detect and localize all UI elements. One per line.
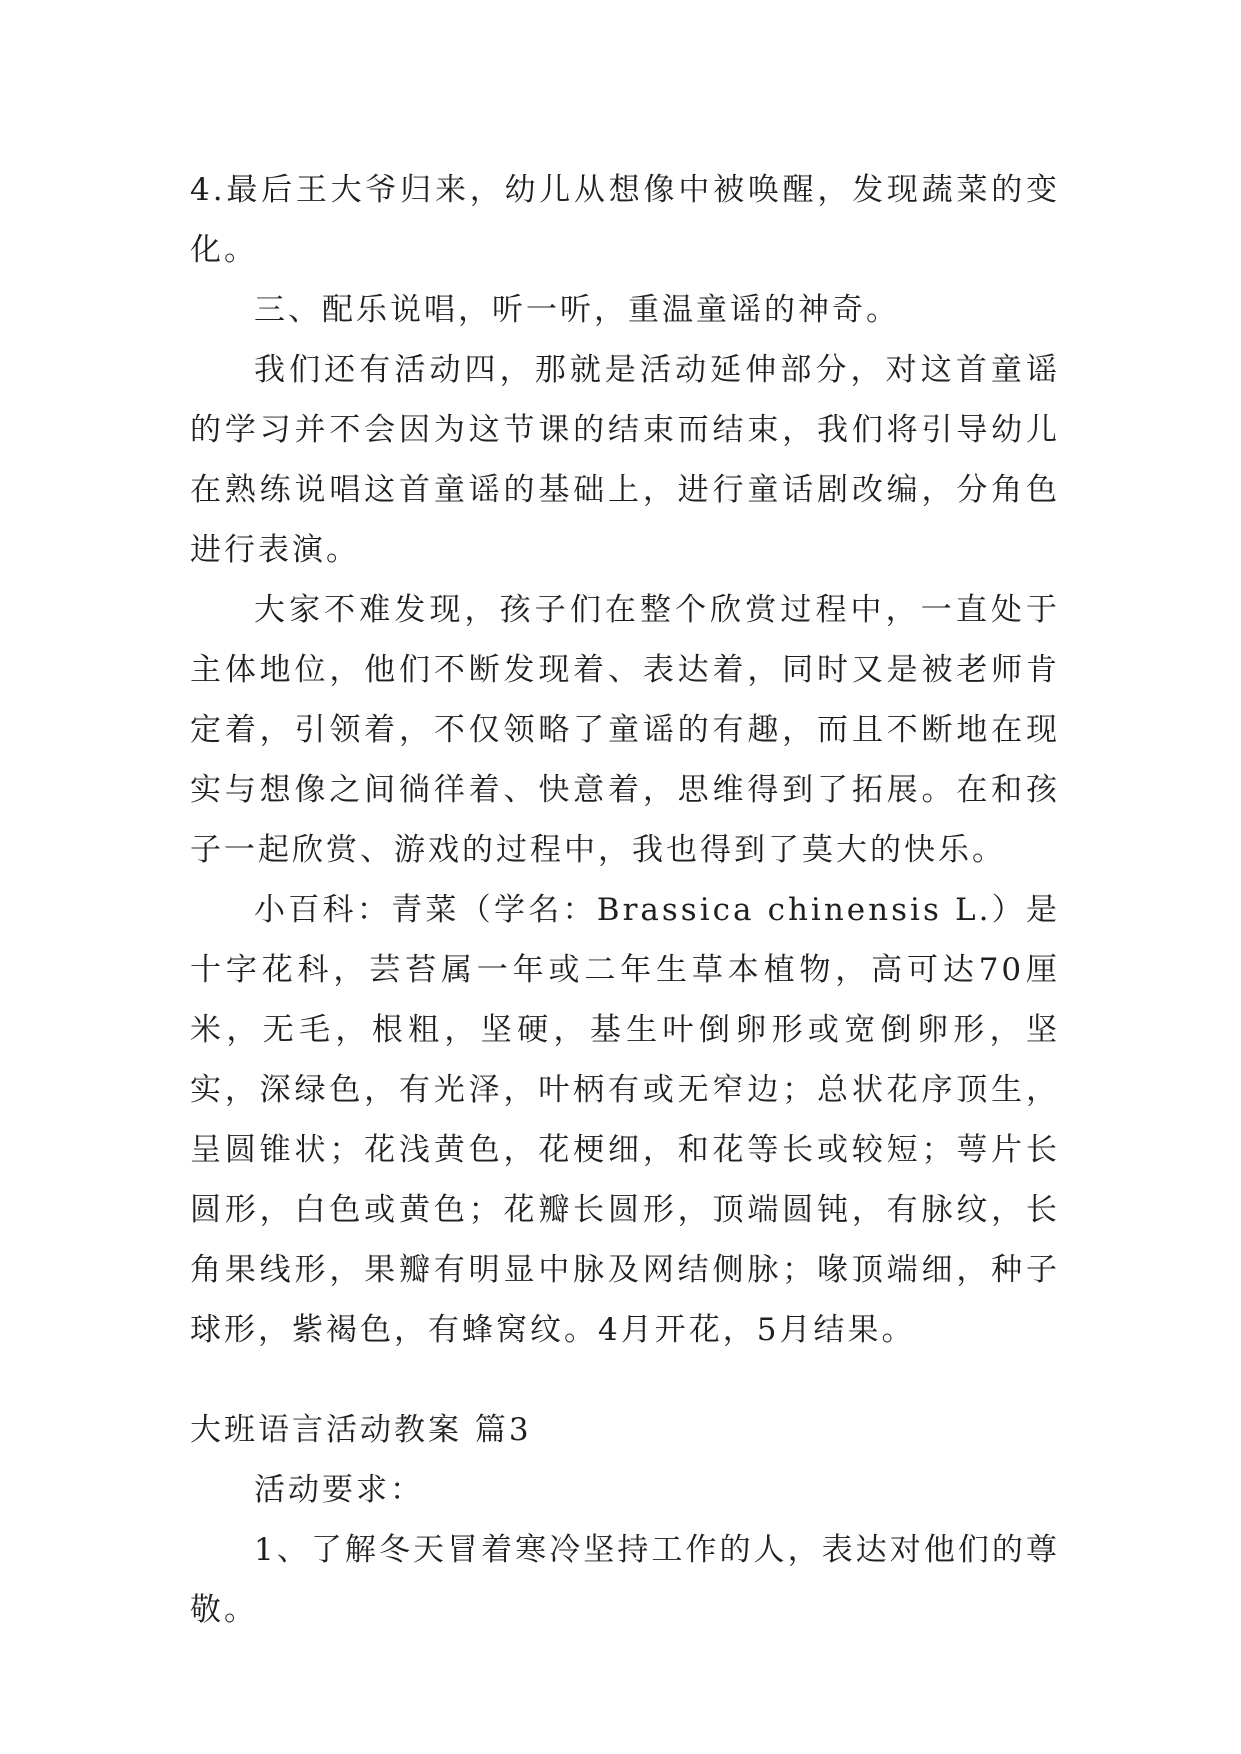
paragraph-requirement-1: 1、了解冬天冒着寒冷坚持工作的人，表达对他们的尊敬。 xyxy=(190,1532,1060,1628)
paragraph-step-4: 4.最后王大爷归来，幼儿从想像中被唤醒，发现蔬菜的变化。 xyxy=(190,172,1060,268)
paragraph-step-three: 三、配乐说唱，听一听，重温童谣的神奇。 xyxy=(254,292,900,328)
paragraph-activity-four: 我们还有活动四，那就是活动延伸部分，对这首童谣的学习并不会因为这节课的结束而结束，我们将引导幼儿在熟练说唱这首童谣的基础上，进行童话剧改编，分角色进行表演。 xyxy=(190,352,1060,568)
paragraph-requirements-label: 活动要求： xyxy=(254,1472,424,1508)
document-body xyxy=(190,160,1060,1640)
paragraph-summary: 大家不难发现，孩子们在整个欣赏过程中，一直处于主体地位，他们不断发现着、表达着，同时又是被老师肯定着，引领着，不仅领略了童谣的有趣，而且不断地在现实与想像之间徜徉着、快意着，思维得到了拓展。在和孩子一起欣赏、游戏的过程中，我也得到了莫大的快乐。 xyxy=(190,592,1060,868)
section-title: 大班语言活动教案 篇3 xyxy=(190,1412,532,1448)
paragraph-encyclopedia: 小百科：青菜（学名：Brassica chinensis L.）是十字花科，芸苔属一年或二年生草本植物，高可达70厘米，无毛，根粗，坚硬，基生叶倒卵形或宽倒卵形，坚实，深绿色，有光泽，叶柄有或无窄边；总状花序顶生，呈圆锥状；花浅黄色，花梗细，和花等长或较短；萼片长圆形，白色或黄色；花瓣长圆形，顶端圆钝，有脉纹，长角果线形，果瓣有明显中脉及网结侧脉；喙顶端细，种子球形，紫褐色，有蜂窝纹。4月开花，5月结果。 xyxy=(190,892,1060,1348)
